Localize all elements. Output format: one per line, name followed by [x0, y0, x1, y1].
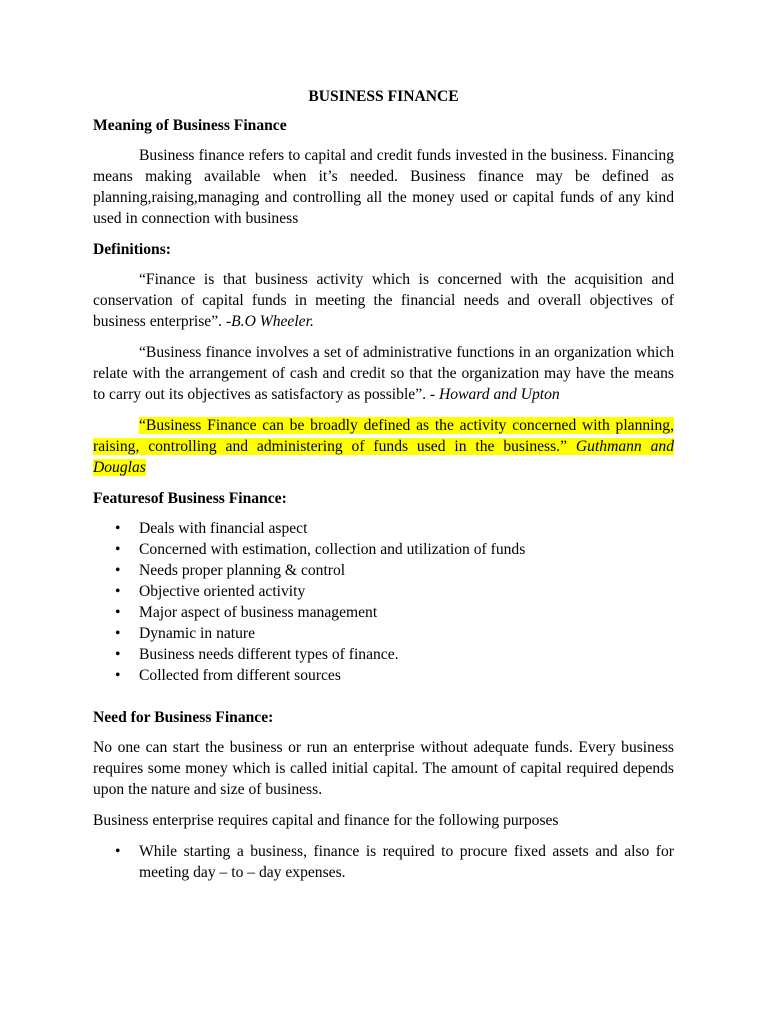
features-heading: Featuresof Business Finance:: [93, 490, 287, 507]
list-item: • Needs proper planning & control: [115, 562, 346, 579]
features-list: [93, 518, 674, 686]
list-item: • Major aspect of business management: [115, 604, 378, 621]
bullet-icon: •: [115, 583, 121, 600]
bullet-icon: •: [115, 646, 121, 663]
definition-wheeler: [93, 269, 674, 332]
list-item: • Deals with financial aspect: [115, 520, 308, 537]
meaning-paragraph: Business finance refers to capital and credit funds invested in the business. Financing means making available when it’s needed. Business finance may be defined as planning,raising,managing and controlling all the money used or capital funds of any kind used in connection with business: [93, 147, 674, 227]
need-purposes-intro: Business enterprise requires capital and finance for the following purposes: [93, 812, 559, 829]
list-item: • Business needs different types of finance.: [115, 646, 399, 663]
definitions-heading: Definitions:: [93, 241, 171, 258]
list-item: • While starting a business, finance is required to procure fixed assets and also for meeting day – to – day expenses.: [115, 843, 674, 881]
definition-quote: “Finance is that business activity which is concerned with the acquisition and conservation of capital funds in meeting the financial needs and overall objectives of business enterprise”. -: [93, 271, 674, 330]
bullet-icon: •: [115, 562, 121, 579]
list-item: • Collected from different sources: [115, 667, 341, 684]
bullet-icon: •: [115, 625, 121, 642]
definition-author: Howard and Upton: [439, 386, 560, 403]
definition-quote: “Business finance involves a set of administrative functions in an organization which relate with the arrangement of cash and credit so that the organization may have the means to carry out its objectives as satisfactory as possible”. -: [93, 344, 674, 403]
bullet-icon: •: [115, 667, 121, 684]
list-item: • Concerned with estimation, collection and utilization of funds: [115, 541, 526, 558]
definition-howard-upton: [93, 342, 674, 405]
document-page: [93, 86, 674, 896]
bullet-icon: •: [115, 541, 121, 558]
definition-quote-highlighted: “Business Finance can be broadly defined as the activity concerned with planning, raising, controlling and administering of funds used in the business.”: [93, 417, 674, 455]
need-list: [93, 841, 674, 883]
bullet-icon: •: [115, 843, 121, 860]
need-paragraph: No one can start the business or run an enterprise without adequate funds. Every business requires some money which is called initial capital. The amount of capital required depends upon the nature and size of business.: [93, 739, 674, 798]
bullet-icon: •: [115, 604, 121, 621]
meaning-heading: Meaning of Business Finance: [93, 117, 287, 134]
need-heading: Need for Business Finance:: [93, 709, 274, 726]
document-title: BUSINESS FINANCE: [308, 88, 459, 105]
definition-guthmann-douglas: [93, 415, 674, 478]
definition-author: B.O Wheeler.: [231, 313, 314, 330]
list-item: • Objective oriented activity: [115, 583, 306, 600]
list-item: • Dynamic in nature: [115, 625, 256, 642]
definition-author-highlighted: Guthmann and Douglas: [93, 438, 674, 476]
bullet-icon: •: [115, 520, 121, 537]
